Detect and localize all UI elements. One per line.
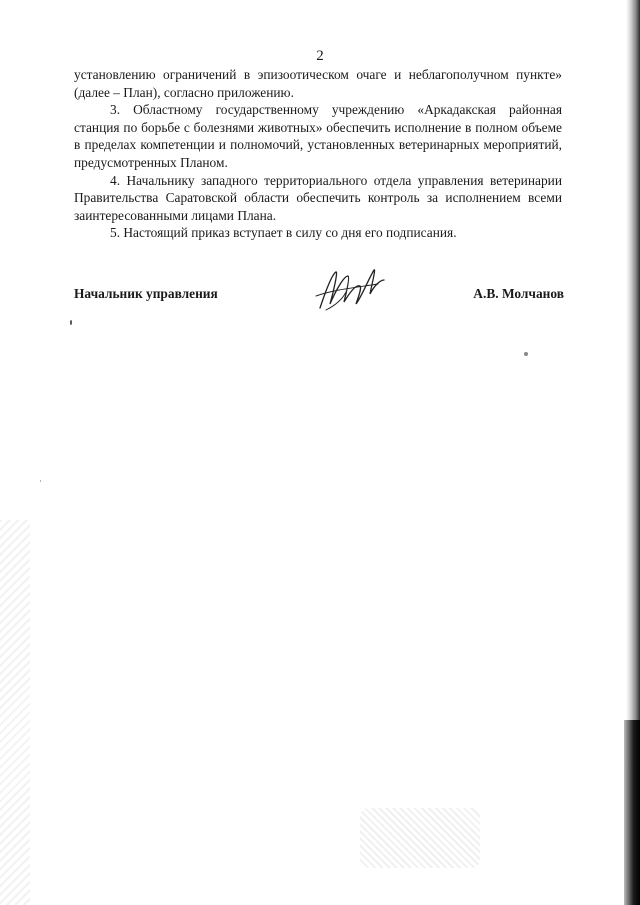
scan-edge-shadow-bottom [624, 720, 640, 905]
order-body [74, 66, 562, 242]
faded-stamp-mark [360, 808, 480, 868]
page-number: 2 [316, 48, 324, 64]
signature-block [74, 284, 564, 324]
signatory-name: А.В. Молчанов [473, 286, 564, 301]
scan-speck [70, 320, 72, 325]
paragraph-item-5: 5. Настоящий приказ вступает в силу со дня его подписания. [110, 225, 457, 241]
paragraph-continuation: установлению ограничений в эпизоотическом очаге и неблагополучном пункте» (далее – План), согласно приложению. [74, 67, 562, 100]
signatory-position: Начальник управления [74, 286, 218, 301]
paragraph-item-4: 4. Начальнику западного территориального отдела управления ветеринарии Правительства Саратовской области обеспечить контроль за исполнением всеми заинтересованными лицами Плана. [74, 172, 562, 223]
handwritten-signature [312, 260, 392, 316]
scan-speck [524, 352, 528, 356]
paragraph-item-3: 3. Областному государственному учреждению «Аркадакская районная станция по борьбе с болезнями животных» обеспечить исполнение в полном объеме в пределах компетенции и полномочий, установленных ветеринарных мероприятий, предусмотренных Планом. [74, 102, 562, 170]
scan-noise [0, 520, 30, 905]
scan-speck [40, 480, 41, 482]
